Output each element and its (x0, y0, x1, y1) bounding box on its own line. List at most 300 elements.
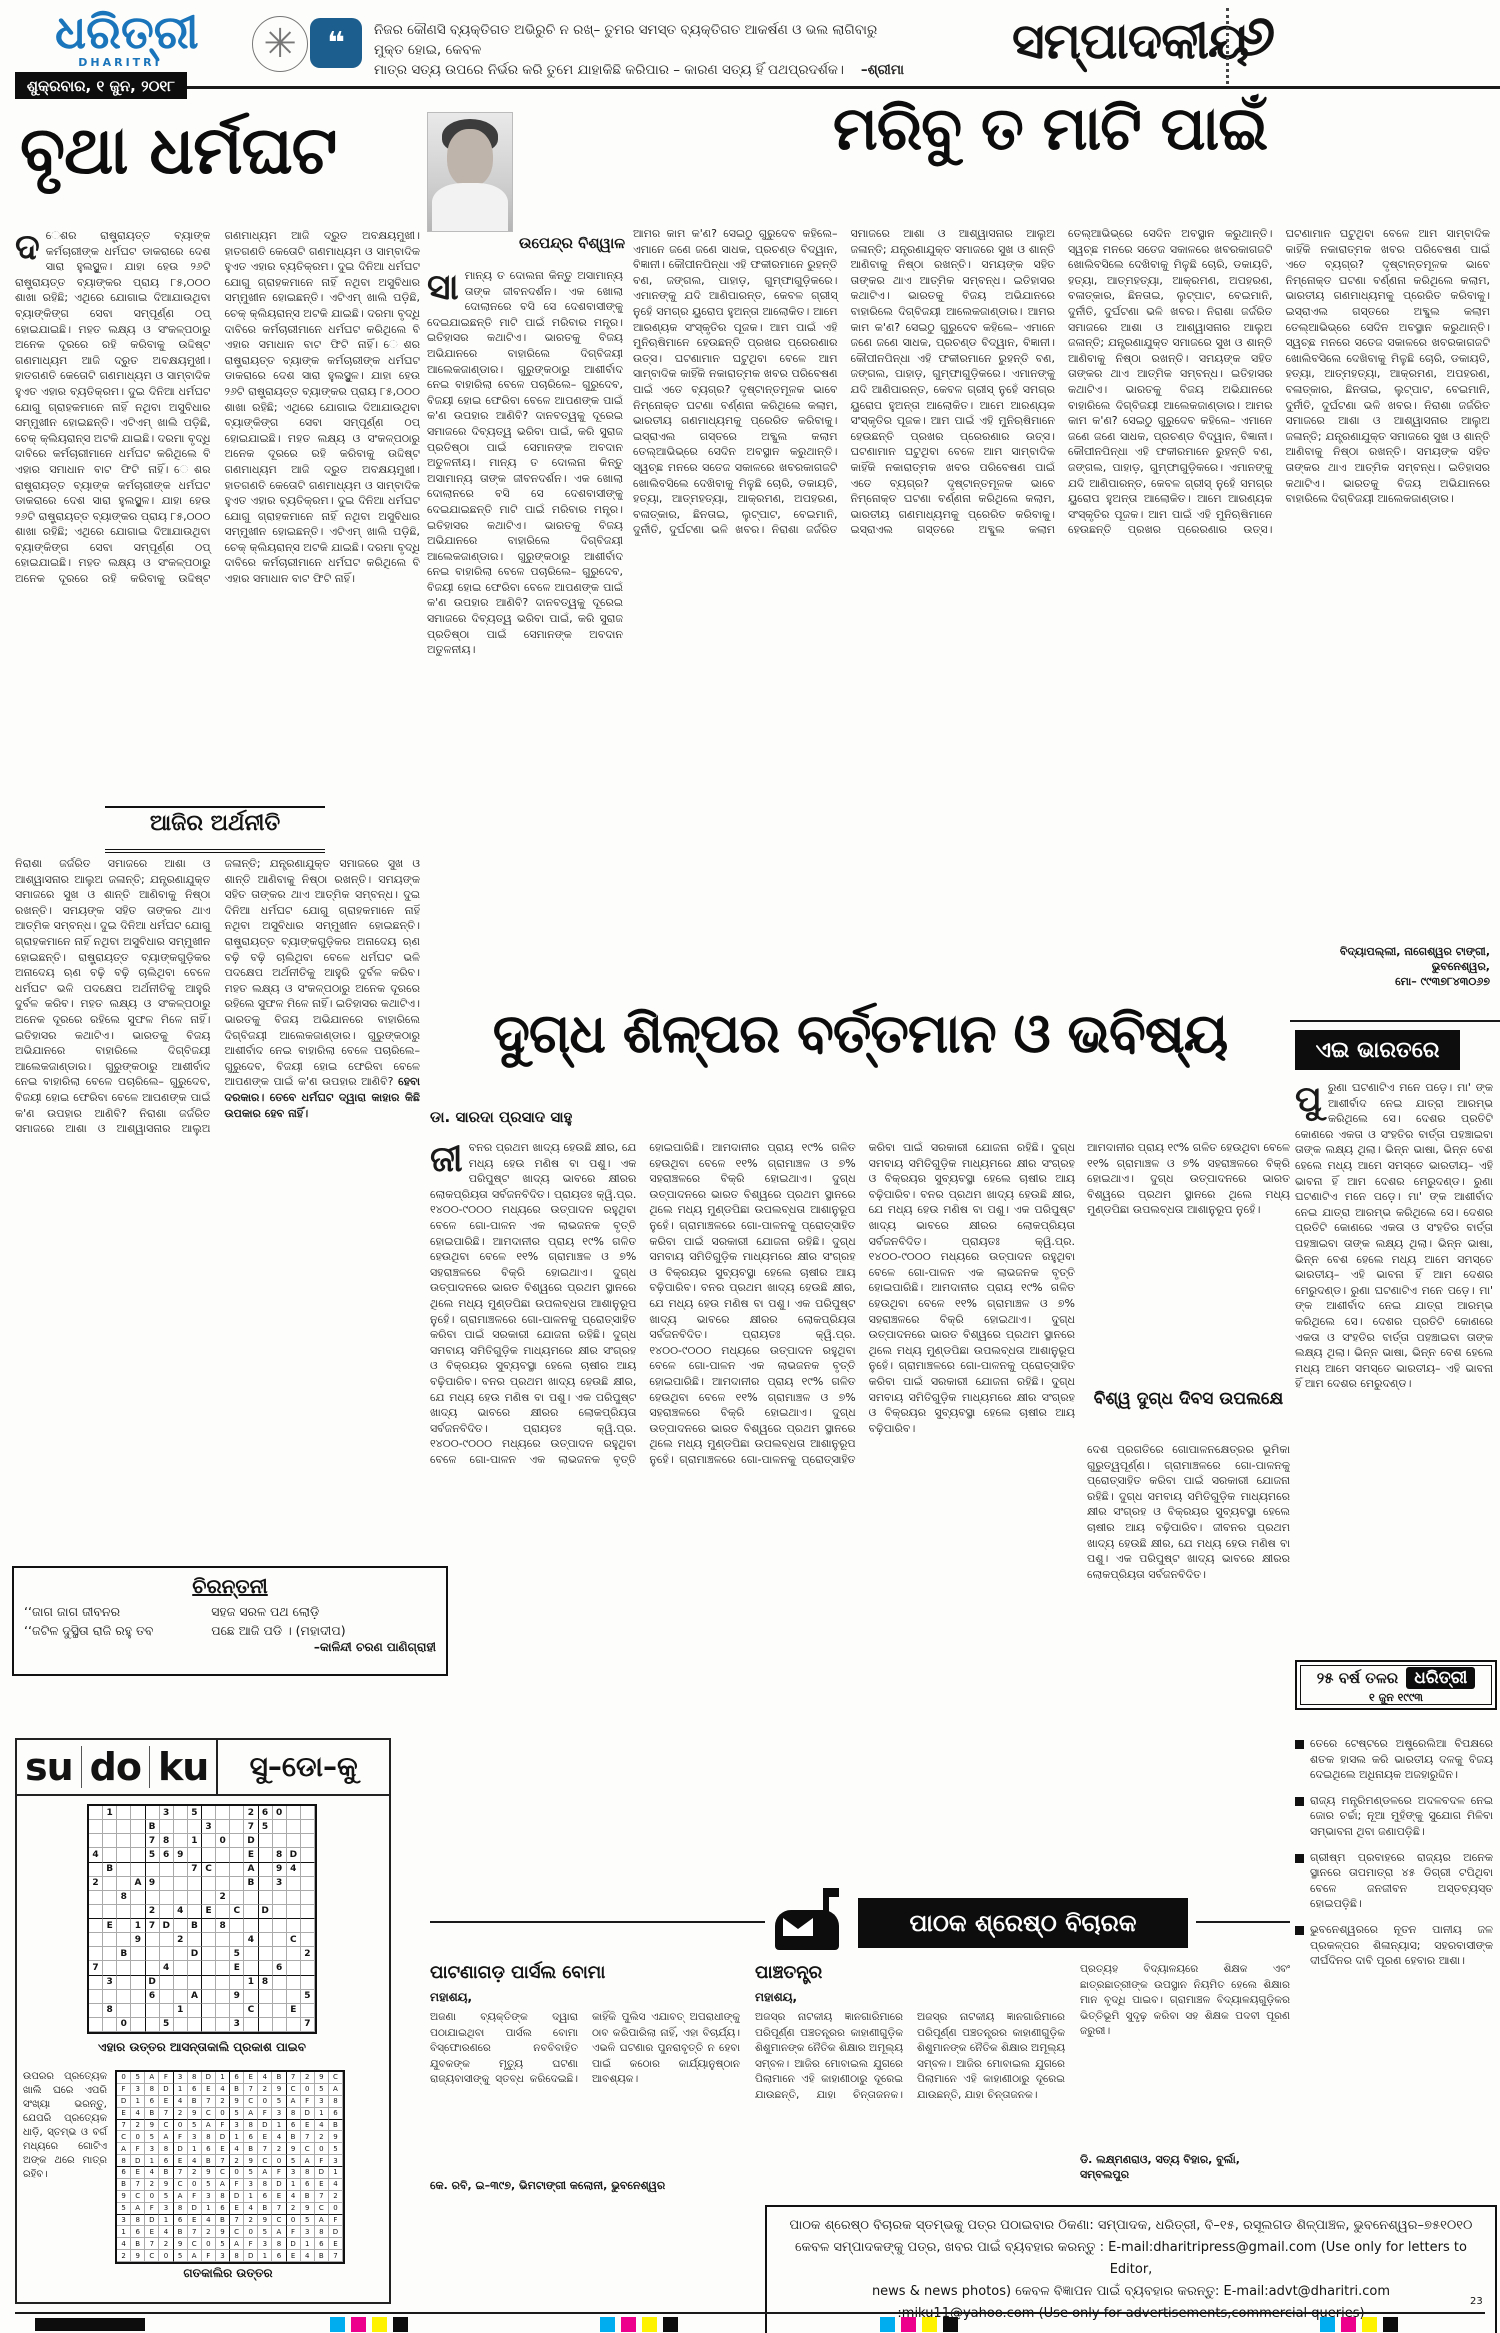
sudoku-cell: 2 (174, 1933, 188, 1947)
sudoku-cell (259, 2018, 273, 2032)
sudoku-cell: A (244, 1863, 258, 1877)
section-title: ସମ୍ପାଦକୀୟ (1012, 12, 1249, 70)
sudoku-cell (160, 1933, 174, 1947)
right-column-rule (1290, 1020, 1500, 1022)
sudoku-cell (174, 1919, 188, 1933)
sudoku-cell (89, 1891, 103, 1905)
magenta-mark (1341, 2317, 1356, 2332)
sudoku-cell: 3 (103, 1976, 117, 1990)
sudoku-cell: 7 (301, 2131, 315, 2143)
sudoku-cell (188, 1961, 202, 1975)
sudoku-cell (160, 1891, 174, 1905)
sudoku-cell: 2 (89, 1877, 103, 1891)
letters-band (858, 1898, 1188, 1948)
sudoku-cell: 9 (174, 2238, 188, 2250)
sudoku-cell: D (146, 1976, 160, 1990)
sudoku-cell (160, 1976, 174, 1990)
article1-body-bottom (15, 856, 420, 1556)
sudoku-cell: 3 (301, 2226, 315, 2238)
sudoku-cell (244, 1961, 258, 1975)
sudoku-cell: E (244, 1848, 258, 1862)
sudoku-cell (146, 1947, 160, 1961)
sudoku-cell: F (159, 2072, 173, 2084)
sudoku-cell: 2 (159, 2238, 173, 2250)
header-rule (187, 86, 1500, 89)
sudoku-cell: E (244, 2072, 258, 2084)
letter3-signature: ଡି. ଲକ୍ଷ୍ମଣରାଓ, ସତ୍ୟ ବିହାର, ବୁର୍ଲା, ସମ୍ବଲପୁର (1080, 2152, 1290, 2182)
sudoku-cell: E (103, 1919, 117, 1933)
sudoku-cell: 4 (216, 2084, 230, 2096)
sudoku-cell: D (117, 2096, 131, 2108)
sudoku-cell: E (188, 2215, 202, 2227)
sudoku-cell (188, 1933, 202, 1947)
sudoku-cell: A (216, 2179, 230, 2191)
sudoku-cell: 5 (146, 1848, 160, 1862)
sudoku-cell (230, 1891, 244, 1905)
sudoku-cell: E (329, 2238, 343, 2250)
sudoku-cell (89, 1947, 103, 1961)
sudoku-cell (188, 1877, 202, 1891)
sudoku-cell (273, 1905, 287, 1919)
briefs-list (1295, 1736, 1493, 2188)
sudoku-cell: B (174, 2226, 188, 2238)
sudoku-cell: 4 (315, 2120, 329, 2132)
sudoku-cell: C (188, 2238, 202, 2250)
cyan-mark (600, 2317, 615, 2332)
color-marks-group (880, 2317, 964, 2333)
sudoku-cell: 2 (315, 2131, 329, 2143)
sudoku-title-odia: ସୁ–ଡୋ–କୁ (216, 1740, 389, 1794)
sudoku-cell: F (258, 2108, 272, 2120)
sudoku-cell: 5 (287, 2155, 301, 2167)
sudoku-cell: 9 (131, 1933, 145, 1947)
sudoku-cell (273, 1820, 287, 1834)
sudoku-cell: E (117, 2108, 131, 2120)
sudoku-cell: D (230, 2191, 244, 2203)
sudoku-cell: 6 (160, 1848, 174, 1862)
sudoku-cell (287, 1834, 301, 1848)
date-bar (15, 72, 187, 99)
sudoku-cell: 2 (244, 2215, 258, 2227)
sudoku-cell: 9 (301, 2203, 315, 2215)
sudoku-cell (216, 1863, 230, 1877)
sudoku-cell: 6 (131, 2226, 145, 2238)
sudoku-cell: 1 (117, 2226, 131, 2238)
article1-closing: ହେବା ଦରକାର। ତେବେ ଧର୍ମଘଟ ଦ୍ୱାରା କାହାର କିଛି ଉପକାର ହେବ ନାହିଁ। (224, 1075, 420, 1120)
letter1-title: ପାଟଣାଗଡ଼ ପାର୍ସଲ ବୋମା (430, 1962, 606, 1983)
sudoku-solution-grid (115, 2070, 345, 2264)
sudoku-cell: 8 (230, 2250, 244, 2262)
sudoku-cell: 7 (174, 2167, 188, 2179)
article1-headline: ବୃଥା ଧର୍ମଘଟ (20, 112, 337, 189)
sudoku-cell (89, 1933, 103, 1947)
chirantani-box (12, 1566, 448, 1676)
sudoku-cell: 9 (117, 2191, 131, 2203)
sudoku-cell: F (216, 2120, 230, 2132)
sudoku-cell: F (329, 2215, 343, 2227)
sudoku-cell: 5 (315, 2084, 329, 2096)
sudoku-cell (103, 1834, 117, 1848)
sudoku-cell: B (329, 2120, 343, 2132)
sudoku-cell: 2 (230, 2155, 244, 2167)
sudoku-cell: 9 (216, 2226, 230, 2238)
sudoku-cell: 2 (258, 2084, 272, 2096)
sudoku-cell: 3 (202, 1820, 216, 1834)
sudoku-panel (15, 1738, 391, 2304)
sudoku-cell: F (301, 2096, 315, 2108)
sudoku-cell: B (188, 2096, 202, 2108)
sudoku-cell: E (145, 2226, 159, 2238)
brief-bullet-icon (1295, 1797, 1304, 1806)
sudoku-puzzle-grid[interactable] (87, 1804, 317, 2034)
sudoku-cell: C (315, 2203, 329, 2215)
sudoku-cell: 1 (174, 2004, 188, 2018)
article1-dropcap: ଦ (15, 228, 40, 268)
mailbox-flag-shape (823, 1888, 829, 1914)
article1-body-top-text: େଶର ରାଷ୍ଟ୍ରାୟତ୍ତ ବ୍ୟାଙ୍କ କର୍ମଚାରୀଙ୍କ ଧର୍ମଘଟ ଡାକରାରେ ଦେଶ ସାରା ହୁଲସ୍ଥୁଳ। ଯାହା ହେଉ ୨୬ଟି ରାଷ୍ଟ୍ରାୟତ୍ତ ବ୍ୟାଙ୍କର ପ୍ରାୟ ୮୫,୦୦୦ ଶାଖା ରହିଛି; ଏଥିରେ ଯୋଗାଇ ଦିଆଯାଉଥିବା ବ୍ୟାଙ୍କିଙ୍ଗ ସେବା ସମ୍ପୂର୍ଣ୍ଣ ଠପ୍ ହୋଇଯାଇଛି। ମହତ ଲକ୍ଷ୍ୟ ଓ ସଂକଳ୍ପଠାରୁ ଅନେକ ଦୂରରେ ରହି କରିବାକୁ ଉଦ୍ଦିଷ୍ଟ ଗଣମାଧ୍ୟମ ଆଜି ଦ୍ରୁତ ଅବକ୍ଷୟମୁଖୀ। ହାତଗଣତି କେତୋଟି ଗଣମାଧ୍ୟମ ଓ ସାମ୍ବାଦିକ ହୁଏତ ଏହାର ବ୍ୟତିକ୍ରମ। ଦୁଇ ଦିନିଆ ଧର୍ମଘଟ ଯୋଗୁ ଗ୍ରାହକମାନେ ନାହିଁ ନଥିବା ଅସୁବିଧାର ସମ୍ମୁଖୀନ ହୋଇଛନ୍ତି। ଏଟିଏମ୍ ଖାଲି ପଡ଼ିଛି, ଚେକ୍ କ୍ଲିୟରାନ୍ସ ଅଟକି ଯାଇଛି। ଦରମା ବୃଦ୍ଧି ଦାବିରେ କର୍ମଚାରୀମାନେ ଧର୍ମଘଟ କରିଥିଲେ ବି ଏହାର ସମାଧାନ ବାଟ ଫିଟି ନାହିଁ। େଶର ରାଷ୍ଟ୍ରାୟତ୍ତ ବ୍ୟାଙ୍କ କର୍ମଚାରୀଙ୍କ ଧର୍ମଘଟ ଡାକରାରେ ଦେଶ ସାରା ହୁଲସ୍ଥୁଳ। ଯାହା ହେଉ ୨୬ଟି ରାଷ୍ଟ୍ରାୟତ୍ତ ବ୍ୟାଙ୍କର ପ୍ରାୟ ୮୫,୦୦୦ ଶାଖା ରହିଛି; ଏଥିରେ ଯୋଗାଇ ଦିଆଯାଉଥିବା ବ୍ୟାଙ୍କିଙ୍ଗ ସେବା ସମ୍ପୂର୍ଣ୍ଣ ଠପ୍ ହୋଇଯାଇଛି। ମହତ ଲକ୍ଷ୍ୟ ଓ ସଂକଳ୍ପଠାରୁ ଅନେକ ଦୂରରେ ରହି କରିବାକୁ ଉଦ୍ଦିଷ୍ଟ ଗଣମାଧ୍ୟମ ଆଜି ଦ୍ରୁତ ଅବକ୍ଷୟମୁଖୀ। ହାତଗଣତି କେତୋଟି ଗଣମାଧ୍ୟମ ଓ ସାମ୍ବାଦିକ ହୁଏତ ଏହାର ବ୍ୟତିକ୍ରମ। ଦୁଇ ଦିନିଆ ଧର୍ମଘଟ ଯୋଗୁ ଗ୍ରାହକମାନେ ନାହିଁ ନଥିବା ଅସୁବିଧାର ସମ୍ମୁଖୀନ ହୋଇଛନ୍ତି। ଏଟିଏମ୍ ଖାଲି ପଡ଼ିଛି, ଚେକ୍ କ୍ଲିୟରାନ୍ସ ଅଟକି ଯାଇଛି। ଦରମା ବୃଦ୍ଧି ଦାବିରେ କର୍ମଚାରୀମାନେ ଧର୍ମଘଟ କରିଥିଲେ ବି ଏହାର ସମାଧାନ ବାଟ ଫିଟି ନାହିଁ। େଶର ରାଷ୍ଟ୍ରାୟତ୍ତ ବ୍ୟାଙ୍କ କର୍ମଚାରୀଙ୍କ ଧର୍ମଘଟ ଡାକରାରେ ଦେଶ ସାରା ହୁଲସ୍ଥୁଳ। ଯାହା ହେଉ ୨୬ଟି ରାଷ୍ଟ୍ରାୟତ୍ତ ବ୍ୟାଙ୍କର ପ୍ରାୟ ୮୫,୦୦୦ ଶାଖା ରହିଛି; ଏଥିରେ ଯୋଗାଇ ଦିଆଯାଉଥିବା ବ୍ୟାଙ୍କିଙ୍ଗ ସେବା ସମ୍ପୂର୍ଣ୍ଣ ଠପ୍ ହୋଇଯାଇଛି। ମହତ ଲକ୍ଷ୍ୟ ଓ ସଂକଳ୍ପଠାରୁ ଅନେକ ଦୂରରେ ରହି କରିବାକୁ ଉଦ୍ଦିଷ୍ଟ ଗଣମାଧ୍ୟମ ଆଜି ଦ୍ରୁତ ଅବକ୍ଷୟମୁଖୀ। ହାତଗଣତି କେତୋଟି ଗଣମାଧ୍ୟମ ଓ ସାମ୍ବାଦିକ ହୁଏତ ଏହାର ବ୍ୟତିକ୍ରମ। ଦୁଇ ଦିନିଆ ଧର୍ମଘଟ ଯୋଗୁ ଗ୍ରାହକମାନେ ନାହିଁ ନଥିବା ଅସୁବିଧାର ସମ୍ମୁଖୀନ ହୋଇଛନ୍ତି। ଏଟିଏମ୍ ଖାଲି ପଡ଼ିଛି, ଚେକ୍ କ୍ଲିୟରାନ୍ସ ଅଟକି ଯାଇଛି। ଦରମା ବୃଦ୍ଧି ଦାବିରେ କର୍ମଚାରୀମାନେ ଧର୍ମଘଟ କରିଥିଲେ ବି ଏହାର ସମାଧାନ ବାଟ ଫିଟି ନାହିଁ। (15, 229, 420, 586)
sudoku-cell: D (287, 2238, 301, 2250)
sudoku-cell (103, 1933, 117, 1947)
footer-line-2: କେବଳ ସମ୍ପାଦକଙ୍କୁ ପତ୍ର, ଖବର ପାଇଁ ବ୍ୟବହାର କରନ୍ତୁ : E-mail:dharitripress@gmail.com (Use only for letters to Editor, (795, 2240, 1467, 2277)
magenta-mark (351, 2317, 366, 2332)
sudoku-cell: 8 (216, 1919, 230, 1933)
sudoku-cell: 7 (159, 2108, 173, 2120)
sudoku-cell: B (131, 2238, 145, 2250)
sudoku-cell: 9 (287, 2143, 301, 2155)
sudoku-cell (259, 1990, 273, 2004)
sudoku-cell: 0 (272, 2155, 286, 2167)
sudoku-cell (202, 1919, 216, 1933)
sudoku-cell: 1 (216, 2072, 230, 2084)
sudoku-cell (188, 1905, 202, 1919)
sudoku-cell (160, 1863, 174, 1877)
sudoku-cell (301, 1820, 315, 1834)
anniversary-box-row (1305, 1667, 1487, 1689)
article3-headline: ଦୁଗ୍ଧ ଶିଳ୍ପର ବର୍ତ୍ତମାନ ଓ ଭବିଷ୍ୟ (492, 1002, 1228, 1065)
sudoku-cell (244, 1947, 258, 1961)
sudoku-cell: 4 (230, 2143, 244, 2155)
sudoku-cell (160, 1905, 174, 1919)
sudoku-cell (244, 2018, 258, 2032)
sudoku-cell: 0 (273, 1806, 287, 1820)
sudoku-cell: 8 (216, 2191, 230, 2203)
sudoku-cell: A (174, 2191, 188, 2203)
sudoku-cell: 6 (244, 2131, 258, 2143)
sudoku-cell (273, 1919, 287, 1933)
sudoku-cell: A (301, 2155, 315, 2167)
sudoku-cell (117, 1863, 131, 1877)
color-marks-group (330, 2317, 414, 2333)
sudoku-cell: 8 (117, 2155, 131, 2167)
sudoku-cell (301, 2004, 315, 2018)
brief-item (1295, 1793, 1493, 1840)
sudoku-cell (160, 1877, 174, 1891)
sudoku-cell (301, 1806, 315, 1820)
sudoku-cell: 5 (329, 2143, 343, 2155)
sudoku-cell: 2 (287, 2203, 301, 2215)
sudoku-cell: 1 (315, 2108, 329, 2120)
sudoku-cell (202, 2018, 216, 2032)
sudoku-cell: 0 (131, 2131, 145, 2143)
sudoku-cell (188, 1891, 202, 1905)
sudoku-cell (117, 1848, 131, 1862)
sudoku-cell: 3 (216, 2250, 230, 2262)
sudoku-logo-ku: ku (157, 1745, 209, 1789)
logo-latin: DHARITRI (78, 56, 162, 69)
sudoku-cell: 6 (272, 2250, 286, 2262)
sudoku-cell: 1 (287, 2179, 301, 2191)
sudoku-cell: 3 (160, 1806, 174, 1820)
sudoku-cell: A (188, 1990, 202, 2004)
sudoku-cell (117, 1834, 131, 1848)
sudoku-cell (202, 1877, 216, 1891)
sudoku-cell: 6 (174, 2215, 188, 2227)
sudoku-cell (188, 2004, 202, 2018)
cyan-mark (330, 2317, 345, 2332)
sudoku-cell: B (244, 1877, 258, 1891)
sudoku-cell: 1 (258, 2250, 272, 2262)
sudoku-cell (216, 1961, 230, 1975)
sudoku-cell (287, 1961, 301, 1975)
sudoku-cell: D (315, 2167, 329, 2179)
sudoku-cell (103, 2018, 117, 2032)
sudoku-cell (202, 1891, 216, 1905)
sudoku-cell: 3 (145, 2143, 159, 2155)
sudoku-cell: C (258, 2155, 272, 2167)
sudoku-cell (117, 1933, 131, 1947)
sudoku-cell: E (287, 2004, 301, 2018)
sudoku-cell (146, 2018, 160, 2032)
sudoku-cell (174, 2018, 188, 2032)
sudoku-cell: 0 (216, 1834, 230, 1848)
sudoku-cell (287, 2018, 301, 2032)
sudoku-cell (188, 1820, 202, 1834)
sudoku-cell: D (174, 2143, 188, 2155)
sudoku-cell: B (117, 2179, 131, 2191)
letter1-salutation: ମହାଶୟ, (430, 1990, 473, 2004)
sudoku-cell: 1 (103, 1806, 117, 1820)
sudoku-cell (230, 1933, 244, 1947)
sudoku-cell: B (315, 2250, 329, 2262)
sudoku-cell: A (188, 2250, 202, 2262)
sudoku-cell (103, 1961, 117, 1975)
sudoku-cell (216, 1947, 230, 1961)
sudoku-cell: A (258, 2167, 272, 2179)
sudoku-cell (301, 1834, 315, 1848)
sudoku-cell: 2 (146, 1905, 160, 1919)
quote-attribution: –ଶ୍ରୀମା (860, 62, 904, 78)
sudoku-cell (216, 1848, 230, 1862)
sudoku-cell (89, 1976, 103, 1990)
ei-bharatare-body (1295, 1080, 1493, 1654)
ei-bharatare-body-text: ରୁଣା ଘଟଣାଟିଏ ମନେ ପଡ଼େ। ମା' ଙ୍କ ଆଶୀର୍ବାଦ ନେଇ ଯାତ୍ରା ଆରମ୍ଭ କରିଥିଲେ ସେ। ଦେଶର ପ୍ରତିଟି କୋଣରେ ଏକତା ଓ ସଂହତିର ବାର୍ତ୍ତା ପହଞ୍ଚାଇବା ତାଙ୍କ ଲକ୍ଷ୍ୟ ଥିଲା। ଭିନ୍ନ ଭାଷା, ଭିନ୍ନ ବେଶ ହେଲେ ମଧ୍ୟ ଆମେ ସମସ୍ତେ ଭାରତୀୟ– ଏହି ଭାବନା ହିଁ ଆମ ଦେଶର ମେରୁଦଣ୍ଡ। ରୁଣା ଘଟଣାଟିଏ ମନେ ପଡ଼େ। ମା' ଙ୍କ ଆଶୀର୍ବାଦ ନେଇ ଯାତ୍ରା ଆରମ୍ଭ କରିଥିଲେ ସେ। ଦେଶର ପ୍ରତିଟି କୋଣରେ ଏକତା ଓ ସଂହତିର ବାର୍ତ୍ତା ପହଞ୍ଚାଇବା ତାଙ୍କ ଲକ୍ଷ୍ୟ ଥିଲା। ଭିନ୍ନ ଭାଷା, ଭିନ୍ନ ବେଶ ହେଲେ ମଧ୍ୟ ଆମେ ସମସ୍ତେ ଭାରତୀୟ– ଏହି ଭାବନା ହିଁ ଆମ ଦେଶର ମେରୁଦଣ୍ଡ। ରୁଣା ଘଟଣାଟିଏ ମନେ ପଡ଼େ। ମା' ଙ୍କ ଆଶୀର୍ବାଦ ନେଇ ଯାତ୍ରା ଆରମ୍ଭ କରିଥିଲେ ସେ। ଦେଶର ପ୍ରତିଟି କୋଣରେ ଏକତା ଓ ସଂହତିର ବାର୍ତ୍ତା ପହଞ୍ଚାଇବା ତାଙ୍କ ଲକ୍ଷ୍ୟ ଥିଲା। ଭିନ୍ନ ଭାଷା, ଭିନ୍ନ ବେଶ ହେଲେ ମଧ୍ୟ ଆମେ ସମସ୍ତେ ଭାରତୀୟ– ଏହି ଭାବନା ହିଁ ଆମ ଦେଶର ମେରୁଦଣ୍ଡ। (1295, 1081, 1493, 1391)
registration-bar-left (35, 2318, 145, 2331)
sudoku-cell: F (131, 2143, 145, 2155)
sudoku-cell: 4 (145, 2167, 159, 2179)
sudoku-cell: A (244, 2108, 258, 2120)
sudoku-cell (230, 2004, 244, 2018)
sudoku-instructions: ଉପରର ପ୍ରତ୍ୟେକ ଖାଲି ଘରେ ଏପରି ସଂଖ୍ୟା ଭରନ୍ତୁ, ଯେପରି ପ୍ରତ୍ୟେକ ଧାଡ଼ି, ସ୍ତମ୍ଭ ଓ ବର୍ଗ ମଧ୍ୟରେ ଗୋଟିଏ ଅଙ୍କ ଥରେ ମାତ୍ର ରହିବ। (23, 2071, 107, 2180)
sudoku-cell: 7 (188, 1863, 202, 1877)
sudoku-cell (146, 1891, 160, 1905)
quote-line-2-text: ମାତ୍ର ସତ୍ୟ ଉପରେ ନିର୍ଭର କରି ତୁମେ ଯାହାକିଛି କରିପାର – କାରଣ ସତ୍ୟ ହିଁ ପଥପ୍ରଦର୍ଶକ। (374, 62, 844, 78)
sudoku-cell: 0 (230, 2167, 244, 2179)
sudoku-cell (131, 1976, 145, 1990)
sudoku-cell: D (287, 1848, 301, 1862)
sudoku-cell: B (244, 2143, 258, 2155)
sudoku-cell (287, 1976, 301, 1990)
quote-mark: ❝ (327, 25, 345, 61)
editorial-column-1-text: ମାନ୍ୟ ତ ଦୋଲନା କିନ୍ତୁ ଅସାମାନ୍ୟ ତାଙ୍କ ଜୀବନଦର୍ଶନ। ଏକ ଖୋଲା ଦୋଲାନରେ ବସି ସେ ଦେଶବାସୀଙ୍କୁ ଦେଇଯାଇଛନ୍ତି ମାଟି ପାଇଁ ମରିବାର ମନ୍ତ୍ର। ଇତିହାସର କଥାଟିଏ। ଭାରତକୁ ବିଜୟ ଅଭିଯାନରେ ବାହାରିଲେ ଦିଗ୍‌ବିଜୟୀ ଆଲେକଜାଣ୍ଡାର। ଗୁରୁଙ୍କଠାରୁ ଆଶୀର୍ବାଦ ନେଇ ବାହାରିଲା ବେଳେ ପଚାରିଲେ– ଗୁରୁଦେବ, ବିଜୟୀ ହୋଇ ଫେରିବା ବେଳେ ଆପଣଙ୍କ ପାଇଁ କ'ଣ ଉପହାର ଆଣିବି? ଦାନବତ୍ୱକୁ ଦୂରେଇ ସମାଜରେ ଦିବ୍ୟତ୍ୱ ଭରିବା ପାଇଁ, କରି ସୁରାଜ ପ୍ରତିଷ୍ଠା ପାଇଁ ସେମାନଙ୍କ ଅବଦାନ ଅତୁଳନୀୟ। ମାନ୍ୟ ତ ଦୋଲନା କିନ୍ତୁ ଅସାମାନ୍ୟ ତାଙ୍କ ଜୀବନଦର୍ଶନ। ଏକ ଖୋଲା ଦୋଲାନରେ ବସି ସେ ଦେଶବାସୀଙ୍କୁ ଦେଇଯାଇଛନ୍ତି ମାଟି ପାଇଁ ମରିବାର ମନ୍ତ୍ର। ଇତିହାସର କଥାଟିଏ। ଭାରତକୁ ବିଜୟ ଅଭିଯାନରେ ବାହାରିଲେ ଦିଗ୍‌ବିଜୟୀ ଆଲେକଜାଣ୍ଡାର। ଗୁରୁଙ୍କଠାରୁ ଆଶୀର୍ବାଦ ନେଇ ବାହାରିଲା ବେଳେ ପଚାରିଲେ– ଗୁରୁଦେବ, ବିଜୟୀ ହୋଇ ଫେରିବା ବେଳେ ଆପଣଙ୍କ ପାଇଁ କ'ଣ ଉପହାର ଆଣିବି? ଦାନବତ୍ୱକୁ ଦୂରେଇ ସମାଜରେ ଦିବ୍ୟତ୍ୱ ଭରିବା ପାଇଁ, କରି ସୁରାଜ ପ୍ରତିଷ୍ଠା ପାଇଁ ସେମାନଙ୍କ ଅବଦାନ ଅତୁଳନୀୟ। (427, 269, 623, 657)
sudoku-cell (273, 1990, 287, 2004)
sudoku-cell: 9 (131, 2250, 145, 2262)
sudoku-cell: C (145, 2250, 159, 2262)
sudoku-cell: A (145, 2072, 159, 2084)
sudoku-cell: D (244, 2250, 258, 2262)
sudoku-cell: 5 (258, 2226, 272, 2238)
ei-bharatare-dropcap: ପୁ (1295, 1080, 1322, 1120)
anniversary-box (1295, 1660, 1497, 1710)
sudoku-cell: 7 (117, 2120, 131, 2132)
sudoku-cell: 0 (244, 2226, 258, 2238)
sudoku-cell: 8 (244, 2120, 258, 2132)
verse-line-1b: ସହଜ ସରଳ ପଥ ଲୋଡ଼ି (211, 1604, 320, 1619)
sudoku-cell (89, 1863, 103, 1877)
sudoku-cell: 7 (145, 2238, 159, 2250)
sudoku-cell: 8 (259, 1976, 273, 1990)
sudoku-cell: 1 (145, 2155, 159, 2167)
letter1-signature: କେ. ରବି, ଇ–୩୯୭, ଭିମଟାଙ୍ଗୀ କଲୋନୀ, ଭୁବନେଶ୍ୱର (430, 2178, 740, 2193)
sudoku-cell: 8 (287, 2108, 301, 2120)
sudoku-cell: D (159, 2084, 173, 2096)
sudoku-cell: B (103, 1863, 117, 1877)
sudoku-cell: A (329, 2084, 343, 2096)
article3-col4-bottom: ଦେଶ ପ୍ରଗତିରେ ଗୋପାଳନକ୍ଷେତ୍ରର ଭୂମିକା ଗୁରୁତ୍ୱପୂର୍ଣ୍ଣ। ଗ୍ରାମାଞ୍ଚଳରେ ଗୋ-ପାଳନକୁ ପ୍ରୋତ୍ସାହିତ କରିବା ପାଇଁ ସରକାରୀ ଯୋଜନା ରହିଛି। ଦୁଗ୍ଧ ସମବାୟ ସମିତିଗୁଡ଼ିକ ମାଧ୍ୟମରେ କ୍ଷୀର ସଂଗ୍ରହ ଓ ବିକ୍ରୟର ସୁବ୍ୟବସ୍ଥା ହେଲେ ଚାଷୀର ଆୟ ବଢ଼ିପାରିବ। ଜୀବନର ପ୍ରଥମ ଖାଦ୍ୟ ହେଉଛି କ୍ଷୀର, ଯେ ମଧ୍ୟ ହେଉ ମଣିଷ ବା ପଶୁ। ଏକ ପରିପୁଷ୍ଟ ଖାଦ୍ୟ ଭାବରେ କ୍ଷୀରର ଲୋକପ୍ରିୟତା ସର୍ବଜନବିଦିତ। (1087, 1443, 1290, 1581)
sudoku-cell: 4 (174, 2096, 188, 2108)
sudoku-cell: 4 (287, 1863, 301, 1877)
sudoku-cell: 4 (174, 1905, 188, 1919)
letters-rule-right (1196, 1921, 1290, 1923)
sudoku-cell (216, 1806, 230, 1820)
sudoku-cell (174, 1834, 188, 1848)
sudoku-cell (259, 1877, 273, 1891)
sudoku-cell (117, 1961, 131, 1975)
sudoku-cell (287, 1947, 301, 1961)
sudoku-cell (301, 1891, 315, 1905)
sudoku-cell: B (287, 2131, 301, 2143)
sudoku-cell: 5 (188, 2120, 202, 2132)
brief-text: ଗ୍ରୀଷ୍ମ ପ୍ରବାହରେ ରାଜ୍ୟର ଅନେକ ସ୍ଥାନରେ ତାପମାତ୍ରା ୪୫ ଡିଗ୍ରୀ ଟପିଥିବା ବେଳେ ଜନଜୀବନ ଅସ୍ତବ୍ୟସ୍ତ ହୋଇପଡ଼ିଛି। (1310, 1850, 1493, 1911)
sudoku-cell (202, 1976, 216, 1990)
sudoku-cell: 3 (230, 2120, 244, 2132)
footer-line-3: news & news photos) କେବଳ ବିଜ୍ଞାପନ ପାଇଁ ବ୍ୟବହାର କରନ୍ତୁ: E-mail:advt@dharitri.com (871, 2284, 1391, 2299)
sudoku-cell: 3 (188, 2131, 202, 2143)
sudoku-cell: 0 (329, 2203, 343, 2215)
sudoku-cell: 1 (188, 1834, 202, 1848)
sudoku-cell: C (287, 2084, 301, 2096)
sudoku-cell (131, 2018, 145, 2032)
editorial-signature-line1: ବିଦ୍ୟାପଲ୍ଲୀ, ନାଗେଶ୍ୱର ଟାଙ୍ଗୀ, ଭୁବନେଶ୍ୱର, (1339, 945, 1490, 973)
sudoku-cell: 5 (188, 1806, 202, 1820)
sudoku-cell: A (159, 2131, 173, 2143)
sudoku-cell (174, 1806, 188, 1820)
chirantani-verse (24, 1602, 436, 1640)
sudoku-cell: E (174, 2155, 188, 2167)
sudoku-cell (188, 1976, 202, 1990)
sudoku-cell (146, 1863, 160, 1877)
page-number: ୬ (1240, 4, 1276, 69)
color-marks-group (600, 2317, 684, 2333)
sudoku-cell: E (272, 2191, 286, 2203)
sudoku-cell: 2 (131, 2120, 145, 2132)
sudoku-cell: B (145, 2108, 159, 2120)
sudoku-cell: E (287, 2250, 301, 2262)
sudoku-cell: 1 (244, 1976, 258, 1990)
sudoku-cell: 4 (301, 2250, 315, 2262)
sudoku-cell: C (244, 2096, 258, 2108)
sudoku-cell: 7 (230, 2215, 244, 2227)
letter2-title: ପାଞ୍ଚତନ୍ତ୍ର (755, 1962, 823, 1983)
sudoku-cell: 9 (329, 2131, 343, 2143)
sudoku-cell: F (287, 2226, 301, 2238)
sudoku-cell: 8 (315, 2226, 329, 2238)
sudoku-cell: A (287, 2096, 301, 2108)
sudoku-cell: 0 (174, 2120, 188, 2132)
sudoku-cell: D (258, 2120, 272, 2132)
sudoku-cell: 2 (202, 2226, 216, 2238)
sudoku-cell: 6 (287, 2120, 301, 2132)
letter3-body: ପ୍ରତ୍ୟହ ବିଦ୍ୟାଳୟରେ ଶିକ୍ଷକ ଏବଂ ଛାତ୍ରଛାତ୍ରୀଙ୍କ ଉପସ୍ଥାନ ନିୟମିତ ହେଲେ ଶିକ୍ଷାର ମାନ ବୃଦ୍ଧି ପାଇବ। ଗ୍ରାମାଞ୍ଚଳ ବିଦ୍ୟାଳୟଗୁଡ଼ିକର ଭିତ୍ତିଭୂମି ସୁଦୃଢ଼ କରିବା ସହ ଶିକ୍ଷକ ପଦବୀ ପୂରଣ ଜରୁରୀ। (1080, 1963, 1290, 2038)
sudoku-cell: 4 (287, 2191, 301, 2203)
sudoku-cell (202, 1961, 216, 1975)
sudoku-cell (174, 1961, 188, 1975)
sudoku-cell: 1 (159, 2215, 173, 2227)
sudoku-cell: E (301, 2120, 315, 2132)
sudoku-cell: 8 (272, 2238, 286, 2250)
sudoku-cell: 3 (272, 2108, 286, 2120)
sudoku-cell (230, 1834, 244, 1848)
sudoku-cell (89, 2018, 103, 2032)
letter1-body: ଅଜଣା ବ୍ୟକ୍ତିଙ୍କ ଦ୍ୱାରା ପଠାଯାଇଥିବା ପାର୍ସଲ ବୋମା ବିସ୍ଫୋରଣରେ ନବବିବାହିତ ଯୁବକଙ୍କ ମୃତ୍ୟୁ ଘଟଣା ରାଜ୍ୟବାସୀଙ୍କୁ ସ୍ତବ୍ଧ କରିଦେଇଛି। କାହିଁକି ପୁଲିସ ଏଯାବତ୍ ଅପରାଧୀଙ୍କୁ ଠାବ କରିପାରିଲା ନାହିଁ, ଏହା ବିଚାର୍ଯ୍ୟ। ଏଭଳି ଘଟଣାର ପୁନରାବୃତ୍ତି ନ ହେବା ପାଇଁ କଠୋର କାର୍ଯ୍ୟାନୁଷ୍ଠାନ ଆବଶ୍ୟକ। (430, 2011, 740, 2086)
sudoku-cell (202, 1947, 216, 1961)
sudoku-cell: 5 (160, 2018, 174, 2032)
sudoku-cell: D (202, 2072, 216, 2084)
footer-line-1: ପାଠକ ଶ୍ରେଷ୍ଠ ବିଚାରକ ସ୍ତମ୍ଭକୁ ପତ୍ର ପଠାଇବାର ଠିକଣା: ସମ୍ପାଦକ, ଧରିତ୍ରୀ, ବି–୧୫, ରସୂଲଗଡ ଶିଳ୍ପାଞ୍ଚଳ, ଭୁବନେଶ୍ୱର–୭୫୧୦୧୦ (789, 2218, 1473, 2233)
sudoku-cell: B (230, 2084, 244, 2096)
sudoku-cell: 6 (273, 1961, 287, 1975)
sudoku-cell: 4 (244, 2203, 258, 2215)
sudoku-cell: C (216, 2167, 230, 2179)
sudoku-cell: 2 (145, 2179, 159, 2191)
sudoku-cell: 7 (287, 2072, 301, 2084)
sudoku-cell (89, 1834, 103, 1848)
sudoku-cell: 3 (230, 2018, 244, 2032)
photo-shoulders-shape (432, 183, 508, 231)
brief-item (1295, 1922, 1493, 1969)
sudoku-cell: 9 (244, 2155, 258, 2167)
sudoku-cell (160, 1990, 174, 2004)
sudoku-cell (174, 1891, 188, 1905)
editorial-body-text: ଆମର କାମ କ'ଣ? ସେଇଠୁ ଗୁରୁଦେବ କହିଲେ– ଏମାନେ ଜଣେ ଜଣେ ସାଧକ, ପ୍ରଚଣ୍ଡ ବିଦ୍ୱାନ, ବିଜ୍ଞାନୀ। କୌପୀନପିନ୍ଧା ଏହି ଫକୀରମାନେ ରୁହନ୍ତି ବଣ, ଜଙ୍ଗଲ, ପାହାଡ଼, ଗୁମ୍ଫାଗୁଡ଼ିକରେ। ଏମାନଙ୍କୁ ଯଦି ଆଣିପାରନ୍ତ, କେବଳ ଗ୍ରୀସ୍ ନୁହେଁ ସମଗ୍ର ୟୁରୋପ ହୁଅନ୍ତା ଆଲୋକିତ। ଆମେ ଆରଣ୍ୟକ ସଂସ୍କୃତିର ପୂଜକ। ଆମ ପାଇଁ ଏହି ମୁନିଋଷିମାନେ ହେଉଛନ୍ତି ପ୍ରଖର ପ୍ରେରଣାର ଉତ୍ସ। ଘଟଣାମାନ ଘଟୁଥିବା ବେଳେ ଆମ ସାମ୍ବାଦିକ କାହିଁକି ନକାରାତ୍ମକ ଖବର ପରିବେଷଣ ପାଇଁ ଏତେ ବ୍ୟଗ୍ର? ଦୃଷ୍ଟାନ୍ତମୂଳକ ଭାବେ ନିମ୍ନୋକ୍ତ ଘଟଣା ବର୍ଣ୍ଣନା କରିଥିଲେ କଲାମ, ଭାରତୀୟ ଗଣମାଧ୍ୟମକୁ ପ୍ରେରିତ କରିବାକୁ। ଇସ୍ରାଏଲ ଗସ୍ତରେ ଅବ୍ଦୁଲ କଲାମ ତେଲ୍‌ଆଭିଭ୍‌ରେ ସେଦିନ ଅବସ୍ଥାନ କରୁଥାନ୍ତି। ସ୍ୱଚ୍ଛ ମନରେ ସତେଜ ସକାଳରେ ଖବରକାଗଜଟି ଖୋଲିବସିଲେ ଦେଖିବାକୁ ମିଳୁଛି ଚୋରି, ଡକାୟତି, ହତ୍ୟା, ଆତ୍ମହତ୍ୟା, ଆକ୍ରମଣ, ଅପହରଣ, ବଳାତ୍କାର, ଛିନତାଇ, ଲୁଟ୍‌ପାଟ, ବେଇମାନି, ଦୁର୍ନୀତି, ଦୁର୍ଘଟଣା ଭଳି ଖବର। ନିରାଶା ଜର୍ଜରିତ ସମାଜରେ ଆଶା ଓ ଆଶ୍ୱାସନାର ଆଲୁଅ ଜଳାନ୍ତି; ଯନ୍ତ୍ରଣାଯୁକ୍ତ ସମାଜରେ ସୁଖ ଓ ଶାନ୍ତି ଆଣିବାକୁ ନିଷ୍ଠା ରଖନ୍ତି। ସମୟଙ୍କ ସହିତ ତାଙ୍କର ଥାଏ ଆତ୍ମିକ ସମ୍ବନ୍ଧ। ଇତିହାସର କଥାଟିଏ। ଭାରତକୁ ବିଜୟ ଅଭିଯାନରେ ବାହାରିଲେ ଦିଗ୍‌ବିଜୟୀ ଆଲେକଜାଣ୍ଡାର। ଆମର କାମ କ'ଣ? ସେଇଠୁ ଗୁରୁଦେବ କହିଲେ– ଏମାନେ ଜଣେ ଜଣେ ସାଧକ, ପ୍ରଚଣ୍ଡ ବିଦ୍ୱାନ, ବିଜ୍ଞାନୀ। କୌପୀନପିନ୍ଧା ଏହି ଫକୀରମାନେ ରୁହନ୍ତି ବଣ, ଜଙ୍ଗଲ, ପାହାଡ଼, ଗୁମ୍ଫାଗୁଡ଼ିକରେ। ଏମାନଙ୍କୁ ଯଦି ଆଣିପାରନ୍ତ, କେବଳ ଗ୍ରୀସ୍ ନୁହେଁ ସମଗ୍ର ୟୁରୋପ ହୁଅନ୍ତା ଆଲୋକିତ। ଆମେ ଆରଣ୍ୟକ ସଂସ୍କୃତିର ପୂଜକ। ଆମ ପାଇଁ ଏହି ମୁନିଋଷିମାନେ ହେଉଛନ୍ତି ପ୍ରଖର ପ୍ରେରଣାର ଉତ୍ସ। ଘଟଣାମାନ ଘଟୁଥିବା ବେଳେ ଆମ ସାମ୍ବାଦିକ କାହିଁକି ନକାରାତ୍ମକ ଖବର ପରିବେଷଣ ପାଇଁ ଏତେ ବ୍ୟଗ୍ର? ଦୃଷ୍ଟାନ୍ତମୂଳକ ଭାବେ ନିମ୍ନୋକ୍ତ ଘଟଣା ବର୍ଣ୍ଣନା କରିଥିଲେ କଲାମ, ଭାରତୀୟ ଗଣମାଧ୍ୟମକୁ ପ୍ରେରିତ କରିବାକୁ। ଇସ୍ରାଏଲ ଗସ୍ତରେ ଅବ୍ଦୁଲ କଲାମ ତେଲ୍‌ଆଭିଭ୍‌ରେ ସେଦିନ ଅବସ୍ଥାନ କରୁଥାନ୍ତି। ସ୍ୱଚ୍ଛ ମନରେ ସତେଜ ସକାଳରେ ଖବରକାଗଜଟି ଖୋଲିବସିଲେ ଦେଖିବାକୁ ମିଳୁଛି ଚୋରି, ଡକାୟତି, ହତ୍ୟା, ଆତ୍ମହତ୍ୟା, ଆକ୍ରମଣ, ଅପହରଣ, ବଳାତ୍କାର, ଛିନତାଇ, ଲୁଟ୍‌ପାଟ, ବେଇମାନି, ଦୁର୍ନୀତି, ଦୁର୍ଘଟଣା ଭଳି ଖବର। ନିରାଶା ଜର୍ଜରିତ ସମାଜରେ ଆଶା ଓ ଆଶ୍ୱାସନାର ଆଲୁଅ ଜଳାନ୍ତି; ଯନ୍ତ୍ରଣାଯୁକ୍ତ ସମାଜରେ ସୁଖ ଓ ଶାନ୍ତି ଆଣିବାକୁ ନିଷ୍ଠା ରଖନ୍ତି। ସମୟଙ୍କ ସହିତ ତାଙ୍କର ଥାଏ ଆତ୍ମିକ ସମ୍ବନ୍ଧ। ଇତିହାସର କଥାଟିଏ। ଭାରତକୁ ବିଜୟ ଅଭିଯାନରେ ବାହାରିଲେ ଦିଗ୍‌ବିଜୟୀ ଆଲେକଜାଣ୍ଡାର। ଆମର କାମ କ'ଣ? ସେଇଠୁ ଗୁରୁଦେବ କହିଲେ– ଏମାନେ ଜଣେ ଜଣେ ସାଧକ, ପ୍ରଚଣ୍ଡ ବିଦ୍ୱାନ, ବିଜ୍ଞାନୀ। କୌପୀନପିନ୍ଧା ଏହି ଫକୀରମାନେ ରୁହନ୍ତି ବଣ, ଜଙ୍ଗଲ, ପାହାଡ଼, ଗୁମ୍ଫାଗୁଡ଼ିକରେ। ଏମାନଙ୍କୁ ଯଦି ଆଣିପାରନ୍ତ, କେବଳ ଗ୍ରୀସ୍ ନୁହେଁ ସମଗ୍ର ୟୁରୋପ ହୁଅନ୍ତା ଆଲୋକିତ। ଆମେ ଆରଣ୍ୟକ ସଂସ୍କୃତିର ପୂଜକ। ଆମ ପାଇଁ ଏହି ମୁନିଋଷିମାନେ ହେଉଛନ୍ତି ପ୍ରଖର ପ୍ରେରଣାର ଉତ୍ସ। ଘଟଣାମାନ ଘଟୁଥିବା ବେଳେ ଆମ ସାମ୍ବାଦିକ କାହିଁକି ନକାରାତ୍ମକ ଖବର ପରିବେଷଣ ପାଇଁ ଏତେ ବ୍ୟଗ୍ର? ଦୃଷ୍ଟାନ୍ତମୂଳକ ଭାବେ ନିମ୍ନୋକ୍ତ ଘଟଣା ବର୍ଣ୍ଣନା କରିଥିଲେ କଲାମ, ଭାରତୀୟ ଗଣମାଧ୍ୟମକୁ ପ୍ରେରିତ କରିବାକୁ। ଇସ୍ରାଏଲ ଗସ୍ତରେ ଅବ୍ଦୁଲ କଲାମ ତେଲ୍‌ଆଭିଭ୍‌ରେ ସେଦିନ ଅବସ୍ଥାନ କରୁଥାନ୍ତି। ସ୍ୱଚ୍ଛ ମନରେ ସତେଜ ସକାଳରେ ଖବରକାଗଜଟି ଖୋଲିବସିଲେ ଦେଖିବାକୁ ମିଳୁଛି ଚୋରି, ଡକାୟତି, ହତ୍ୟା, ଆତ୍ମହତ୍ୟା, ଆକ୍ରମଣ, ଅପହରଣ, ବଳାତ୍କାର, ଛିନତାଇ, ଲୁଟ୍‌ପାଟ, ବେଇମାନି, ଦୁର୍ନୀତି, ଦୁର୍ଘଟଣା ଭଳି ଖବର। ନିରାଶା ଜର୍ଜରିତ ସମାଜରେ ଆଶା ଓ ଆଶ୍ୱାସନାର ଆଲୁଅ ଜଳାନ୍ତି; ଯନ୍ତ୍ରଣାଯୁକ୍ତ ସମାଜରେ ସୁଖ ଓ ଶାନ୍ତି ଆଣିବାକୁ ନିଷ୍ଠା ରଖନ୍ତି। ସମୟଙ୍କ ସହିତ ତାଙ୍କର ଥାଏ ଆତ୍ମିକ ସମ୍ବନ୍ଧ। ଇତିହାସର କଥାଟିଏ। ଭାରତକୁ ବିଜୟ ଅଭିଯାନରେ ବାହାରିଲେ ଦିଗ୍‌ବିଜୟୀ ଆଲେକଜାଣ୍ଡାର। (633, 227, 1490, 537)
sudoku-cell: A (202, 2120, 216, 2132)
sudoku-cell: C (329, 2072, 343, 2084)
photo-face-shape (447, 129, 493, 187)
sudoku-logo-su: su (25, 1745, 73, 1789)
logo-odia: ଧରିତ୍ରୀ (55, 5, 199, 59)
sudoku-cell: 5 (216, 2238, 230, 2250)
sudoku-cell: 9 (202, 2167, 216, 2179)
black-mark (663, 2317, 678, 2332)
